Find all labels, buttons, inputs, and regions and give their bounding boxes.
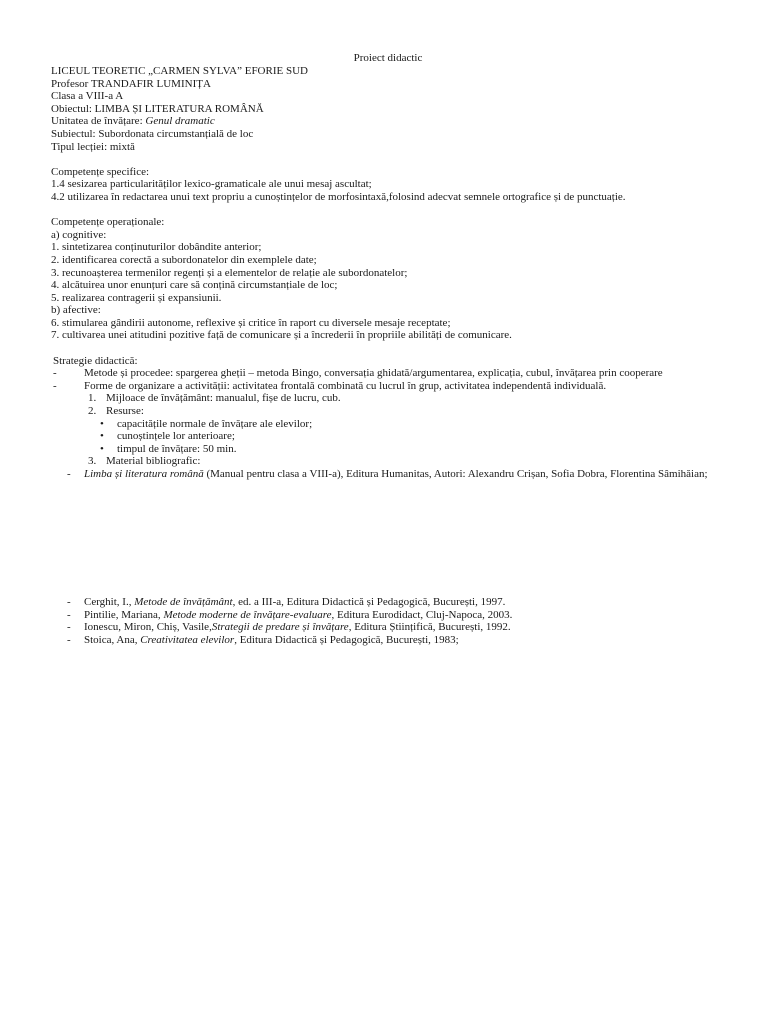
reference-author: Cerghit, I., [84, 596, 135, 608]
operational-competences-heading: Competențe operaționale: [51, 216, 165, 229]
cognitive-label: a) cognitive: [51, 228, 107, 241]
item-number: 1. [88, 392, 97, 405]
document-title: Proiect didactic [353, 52, 423, 64]
reference-author: Pintilie, Mariana, [84, 608, 164, 621]
reference-item [51, 634, 741, 647]
lesson-subject: Subiectul: Subordonata circumstanțială de loc [51, 127, 254, 140]
bibliography-text: Material bibliografic: [106, 455, 201, 468]
bullet-item [51, 418, 741, 431]
cognitive-item: 1. sintetizarea conținuturilor dobândite anterior; [51, 241, 262, 254]
reference-details: , ed. a III-a, Editura Didactică și Pedagogică, București, 1997. [232, 596, 506, 608]
dash-marker: - [53, 367, 57, 380]
methods-text: Metode și procedee: spargerea gheții – metoda Bingo, conversația ghidată/argumentarea, explicația, cubul, învățarea prin cooperare [84, 367, 663, 380]
means-text: Mijloace de învățământ: manualul, fișe de lucru, cub. [106, 392, 341, 405]
subject-object: Obiectul: LIMBA ȘI LITERATURA ROMÂNĂ [51, 102, 264, 115]
reference-item [51, 609, 741, 622]
dash-marker: - [67, 608, 71, 621]
forms-text: Forme de organizare a activității: activitatea frontală combinată cu lucrul în grup, activitatea independentă individuală. [84, 379, 607, 392]
reference-item [51, 621, 741, 634]
specific-competence-item: 4.2 utilizarea în redactarea unui text propriu a cunoștințelor de morfosintaxă,folosind adecvat semnele ortografice și de punctuație. [51, 190, 626, 203]
bullet-marker: • [100, 430, 104, 443]
reference-list [51, 596, 741, 646]
resources-text: Resurse: [106, 405, 144, 418]
reference-title: Metode moderne de învățare-evaluare [163, 608, 332, 621]
resource-item: cunoștințele lor anterioare; [117, 430, 235, 443]
numbered-item [51, 455, 741, 468]
strategy-heading: Strategie didactică: [53, 354, 138, 367]
reference-details: , Editura Eurodidact, Cluj-Napoca, 2003. [331, 608, 513, 621]
document-body [51, 52, 741, 481]
reference-details: , Editura Didactică și Pedagogică, București, 1983; [234, 633, 459, 646]
specific-competence-item: 1.4 sesizarea particularităților lexico-gramaticale ale unui mesaj ascultat; [51, 178, 372, 191]
dash-marker: - [67, 468, 71, 480]
affective-item: 6. stimularea gândirii autonome, reflexive și critice în raport cu diversele mesaje receptate; [51, 316, 451, 329]
learning-unit [51, 115, 741, 128]
bullet-item [51, 443, 741, 456]
reference-details: , Editura Științifică, București, 1992. [348, 621, 511, 634]
bullet-marker: • [100, 417, 104, 430]
cognitive-item: 4. alcătuirea unor enunțuri care să conțină circumstanțiale de loc; [51, 279, 338, 292]
learning-unit-label: Unitatea de învățare: [51, 115, 146, 128]
school-name: LICEUL TEORETIC „CARMEN SYLVA” EFORIE SUD [51, 65, 308, 77]
textbook-details: (Manual pentru clasa a VIII-a), Editura Humanitas, Autori: Alexandru Crișan, Sofia Dobra, Florentina Sâmihăian; [203, 468, 708, 480]
dash-marker: - [53, 379, 57, 392]
dash-marker: - [67, 633, 71, 646]
bullet-item [51, 430, 741, 443]
reference-title: Metode de învățământ [134, 596, 233, 608]
cognitive-item: 2. identificarea corectă a subordonatelor din exemplele date; [51, 253, 317, 266]
list-item [51, 380, 741, 393]
dash-marker: - [67, 596, 71, 608]
numbered-item [51, 405, 741, 418]
reference-author: Stoica, Ana, [84, 633, 141, 646]
bullet-marker: • [100, 442, 104, 455]
textbook-title: Limba și literatura română [84, 468, 204, 480]
resource-item: capacitățile normale de învățare ale elevilor; [117, 417, 313, 430]
list-item [51, 468, 741, 481]
reference-author: Ionescu, Miron, Chiș, Vasile, [84, 621, 212, 634]
reference-item [51, 596, 741, 609]
teacher-name: Profesor TRANDAFIR LUMINIȚA [51, 77, 211, 90]
numbered-item [51, 392, 741, 405]
dash-marker: - [67, 621, 71, 634]
affective-item: 7. cultivarea unei atitudini pozitive față de comunicare și a încrederii în propriile abilități de comunicare. [51, 329, 512, 342]
lesson-type: Tipul lecției: mixtă [51, 140, 135, 153]
reference-title: Creativitatea elevilor [140, 633, 235, 646]
cognitive-item: 5. realizarea contragerii și expansiunii. [51, 291, 222, 304]
item-number: 2. [88, 405, 97, 418]
affective-label: b) afective: [51, 304, 101, 317]
class-label: Clasa a VIII-a A [51, 90, 124, 103]
cognitive-item: 3. recunoașterea termenilor regenți și a elementelor de relație ale subordonatelor; [51, 266, 408, 279]
item-number: 3. [88, 455, 97, 468]
specific-competences-heading: Competențe specifice: [51, 165, 150, 178]
learning-unit-value: Genul dramatic [145, 115, 215, 128]
reference-title: Strategii de predare și învățare [211, 621, 349, 634]
list-item [51, 367, 741, 380]
resource-item: timpul de învățare: 50 min. [117, 442, 237, 455]
